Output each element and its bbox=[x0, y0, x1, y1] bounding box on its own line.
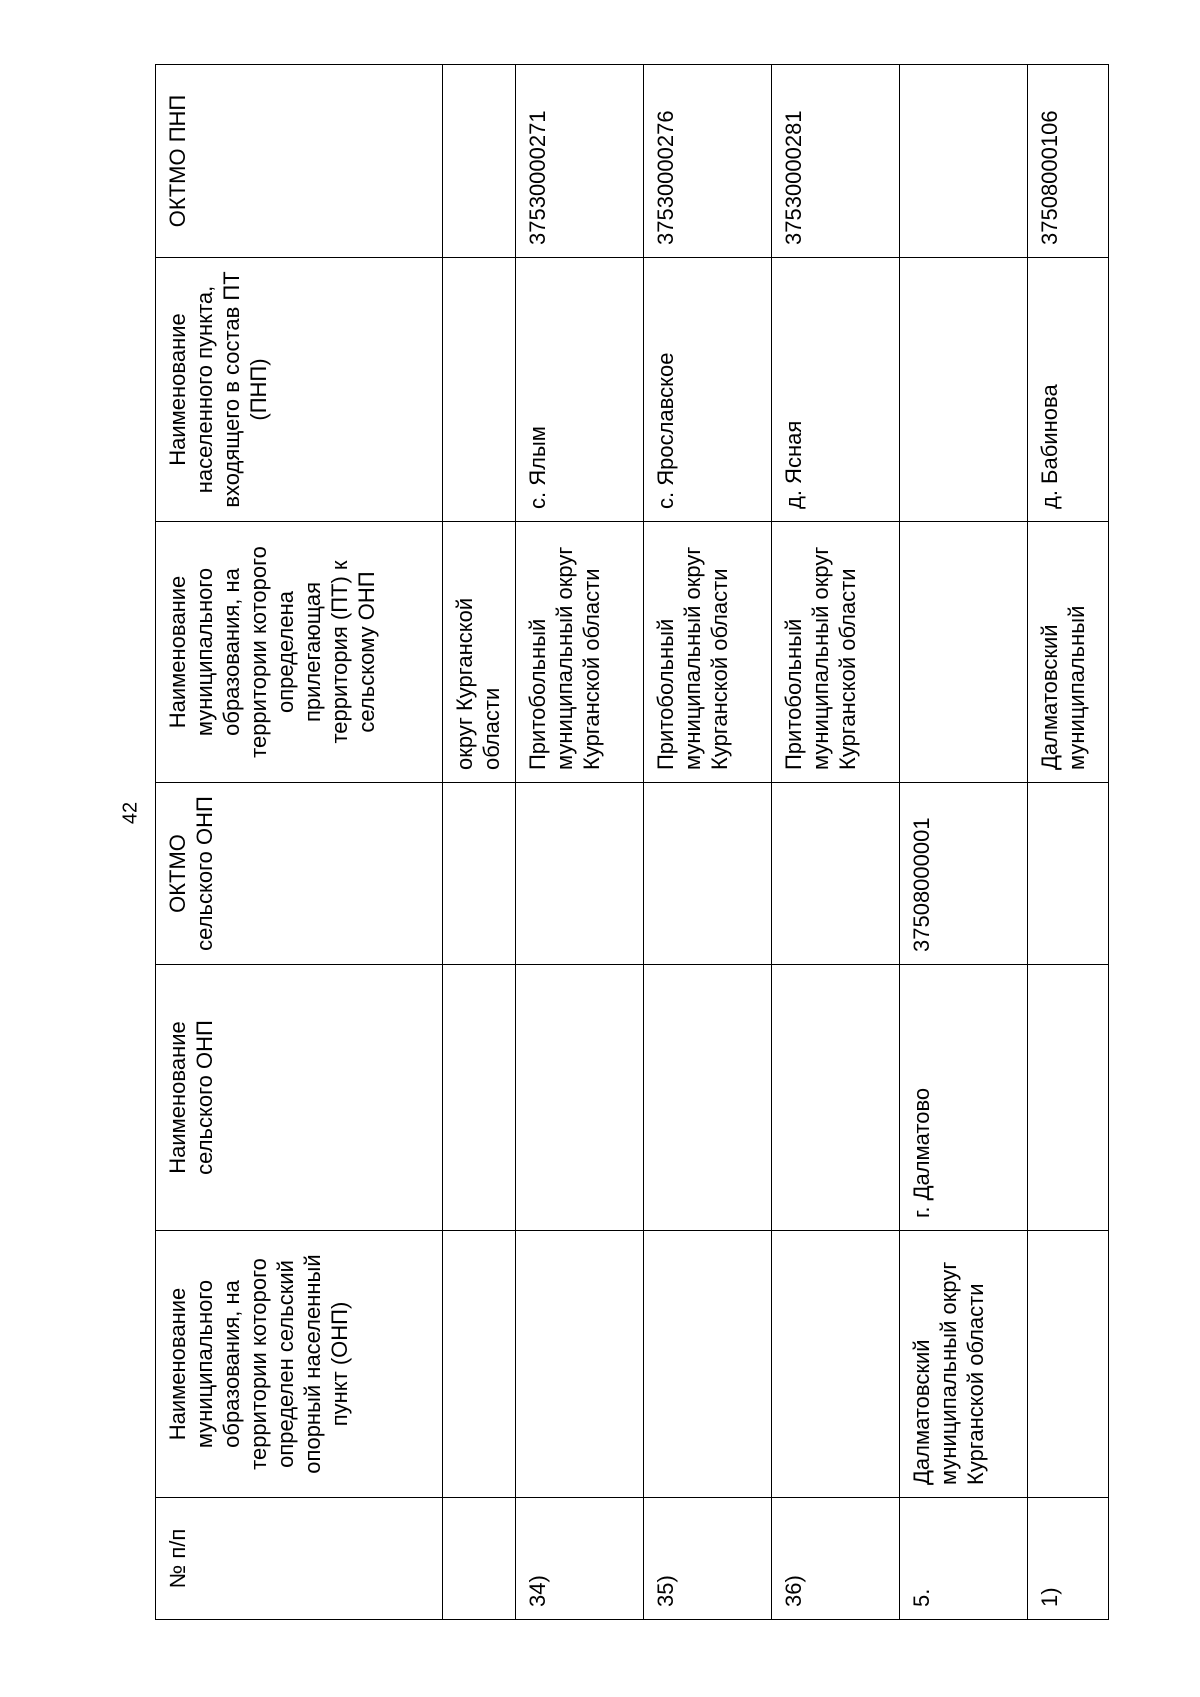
header-pnp-name: Наименование населенного пункта, входящего в состав ПТ (ПНП) bbox=[156, 258, 443, 522]
cell-pnp-name: с. Ялым bbox=[516, 258, 644, 522]
cell-onp-name bbox=[1028, 965, 1109, 1231]
header-pnp-oktmo: ОКТМО ПНП bbox=[156, 65, 443, 258]
settlements-table bbox=[155, 64, 1109, 1620]
cell-onp-name: г. Далматово bbox=[900, 965, 1028, 1231]
cell-pnp-name: с. Ярославское bbox=[644, 258, 772, 522]
table-row bbox=[516, 65, 644, 1620]
table-row bbox=[1028, 65, 1109, 1620]
cell-onp-oktmo bbox=[1028, 783, 1109, 965]
page-number-text: 42 bbox=[119, 801, 142, 825]
cell-onp-oktmo bbox=[516, 783, 644, 965]
cell-num: 34) bbox=[516, 1498, 644, 1620]
cell-pnp-name bbox=[900, 258, 1028, 522]
cell-mo-onp: Далматовский муниципальный округ Курганской области bbox=[900, 1231, 1028, 1498]
cell-onp-name bbox=[443, 965, 516, 1231]
cell-pnp-name: д. Бабинова bbox=[1028, 258, 1109, 522]
table-row bbox=[443, 65, 516, 1620]
cell-mo-onp bbox=[443, 1231, 516, 1498]
cell-num: 5. bbox=[900, 1498, 1028, 1620]
cell-pnp-oktmo bbox=[443, 65, 516, 258]
cell-mo-pt: Притобольный муниципальный округ Курганской области bbox=[644, 522, 772, 783]
cell-num: 1) bbox=[1028, 1498, 1109, 1620]
table-header-row bbox=[156, 65, 443, 1620]
table-row bbox=[900, 65, 1028, 1620]
cell-onp-name bbox=[644, 965, 772, 1231]
cell-mo-onp bbox=[772, 1231, 900, 1498]
cell-onp-oktmo bbox=[443, 783, 516, 965]
cell-onp-name bbox=[516, 965, 644, 1231]
cell-mo-pt: Далматовский муниципальный bbox=[1028, 522, 1109, 783]
cell-mo-pt: Притобольный муниципальный округ Курганской области bbox=[516, 522, 644, 783]
cell-pnp-name bbox=[443, 258, 516, 522]
header-mo-onp: Наименование муниципального образования, на территории которого определен сельский опорный населенный пункт (ОНП) bbox=[156, 1231, 443, 1498]
cell-pnp-oktmo bbox=[900, 65, 1028, 258]
cell-pnp-oktmo: 37530000271 bbox=[516, 65, 644, 258]
cell-num: 35) bbox=[644, 1498, 772, 1620]
header-num: № п/п bbox=[156, 1498, 443, 1620]
cell-num: 36) bbox=[772, 1498, 900, 1620]
page-number bbox=[116, 793, 146, 833]
cell-onp-oktmo bbox=[644, 783, 772, 965]
header-onp-oktmo: ОКТМО сельского ОНП bbox=[156, 783, 443, 965]
table-row bbox=[772, 65, 900, 1620]
header-mo-pt: Наименование муниципального образования, на территории которого определена прилегающая территория (ПТ) к сельскому ОНП bbox=[156, 522, 443, 783]
table-row bbox=[644, 65, 772, 1620]
cell-mo-onp bbox=[1028, 1231, 1109, 1498]
cell-onp-oktmo: 37508000001 bbox=[900, 783, 1028, 965]
cell-pnp-name: д. Ясная bbox=[772, 258, 900, 522]
cell-onp-name bbox=[772, 965, 900, 1231]
cell-num bbox=[443, 1498, 516, 1620]
header-onp-name: Наименование сельского ОНП bbox=[156, 965, 443, 1231]
cell-mo-pt bbox=[900, 522, 1028, 783]
cell-pnp-oktmo: 37530000276 bbox=[644, 65, 772, 258]
cell-mo-pt: Притобольный муниципальный округ Курганской области bbox=[772, 522, 900, 783]
cell-onp-oktmo bbox=[772, 783, 900, 965]
settlements-table-container bbox=[155, 65, 1200, 1620]
cell-mo-onp bbox=[644, 1231, 772, 1498]
cell-mo-pt: округ Курганской области bbox=[443, 522, 516, 783]
cell-mo-onp bbox=[516, 1231, 644, 1498]
cell-pnp-oktmo: 37530000281 bbox=[772, 65, 900, 258]
cell-pnp-oktmo: 37508000106 bbox=[1028, 65, 1109, 258]
